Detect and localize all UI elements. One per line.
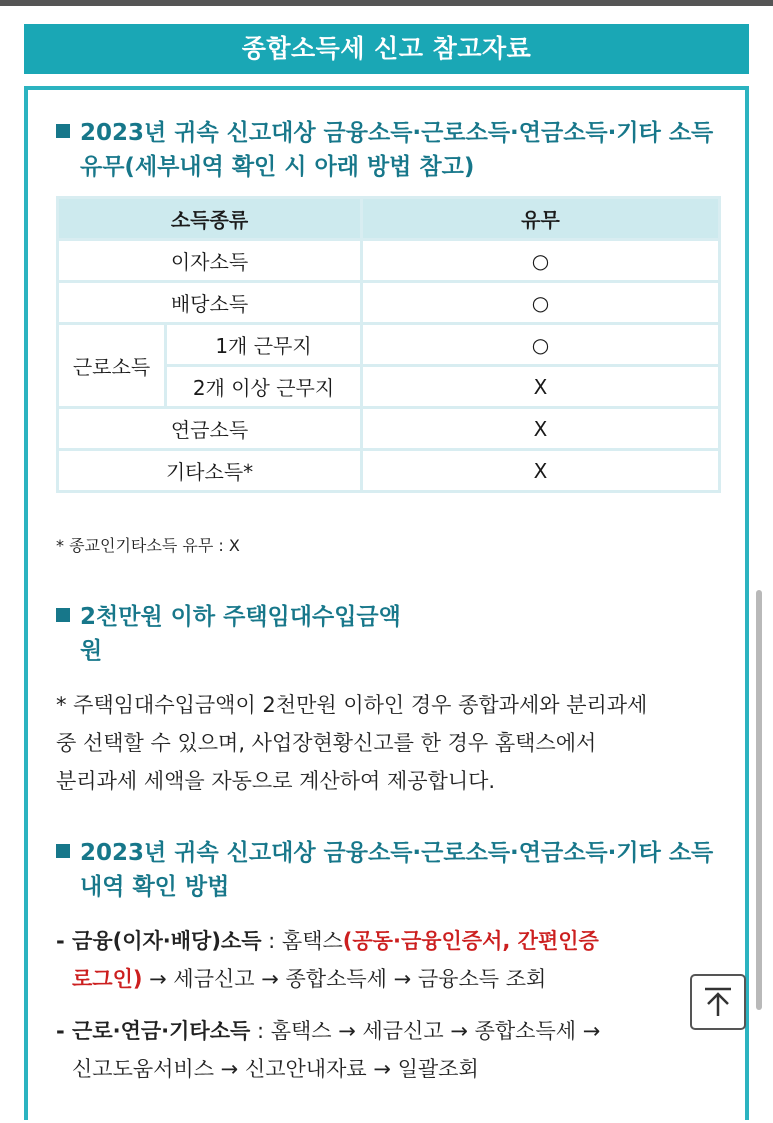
section1-heading-line2: 유무(세부내역 확인 시 아래 방법 참고) [80, 154, 475, 180]
section2-heading-line1: 2천만원 이하 주택임대수입금액 [80, 604, 401, 630]
step-label: - 금융(이자·배당)소득 [56, 929, 262, 953]
section3-heading-line1: 2023년 귀속 신고대상 금융소득·근로소득·연금소득·기타 소득 [80, 840, 714, 866]
step-continuation [56, 960, 696, 998]
presence-cell: X [362, 366, 720, 408]
note-line: 분리과세 세액을 자동으로 계산하여 제공합니다. [56, 769, 496, 793]
bullet-square-icon [56, 608, 70, 622]
step-path: : 홈택스 → 세금신고 → 종합소득세 → [250, 1019, 601, 1043]
rental-income-note [56, 686, 736, 800]
step-path-continuation: 신고도움서비스 → 신고안내자료 → 일괄조회 [72, 1057, 479, 1081]
religious-income-footnote: * 종교인기타소득 유무 : X [56, 536, 240, 555]
income-subtype-cell: 2개 이상 근무지 [166, 366, 362, 408]
table-row [58, 408, 720, 450]
presence-cell: X [362, 450, 720, 492]
income-type-cell: 연금소득 [58, 408, 362, 450]
table-header-cell: 유무 [362, 198, 720, 240]
presence-cell: ○ [362, 240, 720, 282]
section2-heading-line2: 원 [80, 638, 103, 664]
presence-cell: ○ [362, 282, 720, 324]
arrow-up-to-top-icon [701, 985, 735, 1019]
presence-cell: ○ [362, 324, 720, 366]
login-method-highlight: 로그인) [72, 967, 143, 991]
income-type-cell: 배당소득 [58, 282, 362, 324]
table-row [58, 282, 720, 324]
note-line: 중 선택할 수 있으며, 사업장현황신고를 한 경우 홈택스에서 [56, 731, 597, 755]
other-income-steps [56, 1012, 696, 1088]
table-row [58, 450, 720, 492]
section3-heading-line2: 내역 확인 방법 [80, 874, 230, 900]
section2-heading [56, 600, 726, 668]
income-group-cell: 근로소득 [58, 324, 166, 408]
table-header-cell: 소득종류 [58, 198, 362, 240]
section1-heading [56, 116, 726, 184]
step-path: → 세금신고 → 종합소득세 → 금융소득 조회 [142, 967, 547, 991]
section1-heading-line1: 2023년 귀속 신고대상 금융소득·근로소득·연금소득·기타 소득 [80, 120, 714, 146]
step-sep: : 홈택스 [261, 929, 343, 953]
income-subtype-cell: 1개 근무지 [166, 324, 362, 366]
scroll-to-top-button[interactable] [690, 974, 746, 1030]
bullet-square-icon [56, 124, 70, 138]
income-type-cell: 이자소득 [58, 240, 362, 282]
presence-cell: X [362, 408, 720, 450]
table-row [58, 240, 720, 282]
income-type-cell: 기타소득* [58, 450, 362, 492]
section3-heading [56, 836, 726, 904]
table-header-row [58, 198, 720, 240]
bullet-square-icon [56, 844, 70, 858]
scrollbar-thumb[interactable] [756, 590, 762, 1010]
income-table [56, 196, 721, 493]
financial-income-steps [56, 922, 696, 998]
login-method-highlight: (공동·금융인증서, 간편인증 [342, 929, 599, 953]
note-line: * 주택임대수입금액이 2천만원 이하인 경우 종합과세와 분리과세 [56, 693, 648, 717]
step-label: - 근로·연금·기타소득 [56, 1019, 251, 1043]
table-row [58, 324, 720, 366]
page-title: 종합소득세 신고 참고자료 [24, 24, 749, 74]
